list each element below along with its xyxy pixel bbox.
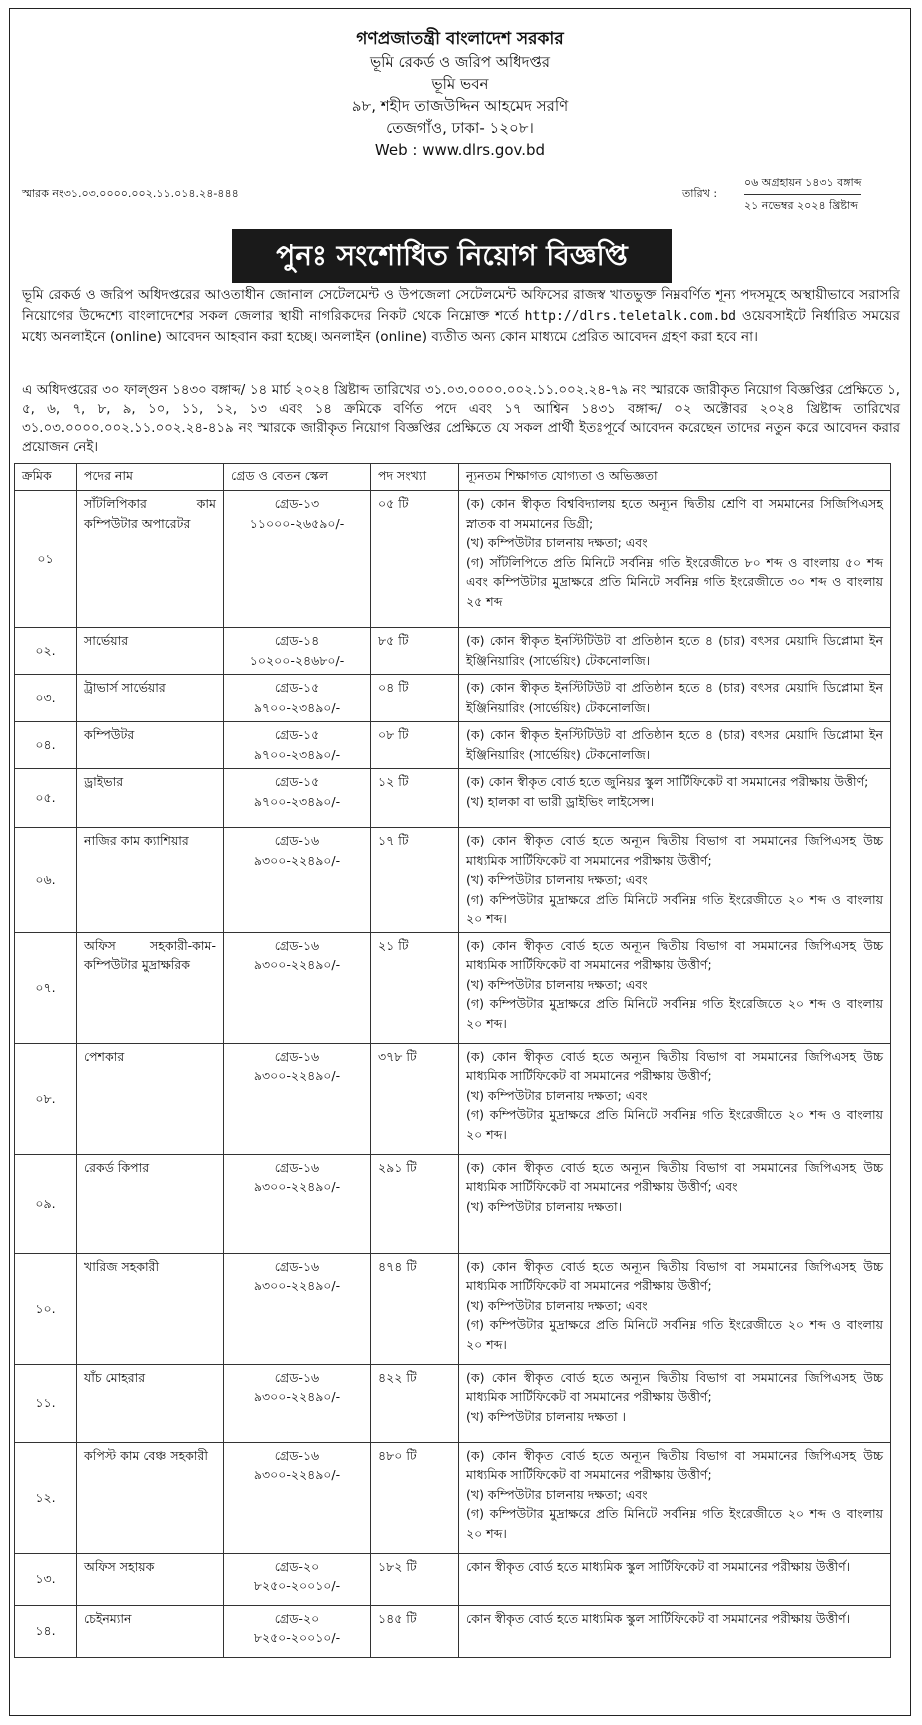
- date-bangla: ০৬ অগ্রহায়ন ১৪৩১ বঙ্গাব্দ: [744, 173, 861, 195]
- table-row: [15, 1364, 891, 1442]
- date-label: তারিখ :: [682, 187, 718, 200]
- post-count-cell: ৩৭৮ টি: [371, 1043, 459, 1154]
- qualification-item: (গ) কম্পিউটার মুদ্রাক্ষরে প্রতি মিনিটে সর্বনিম্ন গতি ইংরেজীতে ২০ শব্দ ও বাংলায় ২০ শব্দ।: [466, 891, 883, 926]
- qualification-cell: [459, 1553, 891, 1605]
- post-name-cell: সার্ভেয়ার: [77, 628, 224, 675]
- table-body: [15, 491, 891, 1658]
- grade-label: গ্রেড-১৬: [274, 1159, 320, 1175]
- post-count-cell: ১৪৫ টি: [371, 1605, 459, 1657]
- grade-cell: [224, 1364, 371, 1442]
- pay-scale: ৯৩০০-২২৪৯০/-: [253, 1389, 341, 1404]
- post-count-cell: ০৮ টি: [371, 722, 459, 769]
- grade-label: গ্রেড-১৬: [274, 1369, 320, 1385]
- qualification-cell: [459, 1043, 891, 1154]
- post-name-cell: ট্রাভার্স সার্ভেয়ার: [77, 675, 224, 722]
- post-name-cell: রেকর্ড কিপার: [77, 1154, 224, 1253]
- serial-cell: ০৭.: [15, 932, 77, 1043]
- qualification-item: (ক) কোন স্বীকৃত ইনস্টিটিউট বা প্রতিষ্ঠান হতে ৪ (চার) বৎসর মেয়াদি ডিপ্লোমা ইন ইঞ্জিনিয়ারিং (সার্ভেয়িং) টেকনোলজি।: [466, 680, 883, 715]
- grade-cell: [224, 491, 371, 628]
- post-count-cell: ১২ টি: [371, 769, 459, 828]
- post-count-cell: ১৭ টি: [371, 828, 459, 933]
- header-qualification: ন্যূনতম শিক্ষাগত যোগ্যতা ও অভিজ্ঞতা: [459, 464, 891, 491]
- post-count-cell: ০৫ টি: [371, 491, 459, 628]
- table-header-row: [15, 464, 891, 491]
- grade-label: গ্রেড-১৬: [274, 1258, 320, 1274]
- qualification-item: (খ) কম্পিউটার চালনায় দক্ষতা; এবং: [466, 976, 648, 992]
- table-row: [15, 1154, 891, 1253]
- notice-title: পুনঃ সংশোধিত নিয়োগ বিজ্ঞপ্তি: [232, 229, 672, 283]
- table-row: [15, 769, 891, 828]
- qualification-cell: [459, 1364, 891, 1442]
- grade-cell: [224, 722, 371, 769]
- qualification-item: (খ) কম্পিউটার চালনায় দক্ষতা ।: [466, 1408, 627, 1424]
- table-row: [15, 628, 891, 675]
- department-name: ভূমি রেকর্ড ও জরিপ অধিদপ্তর: [369, 53, 551, 71]
- building-name: ভূমি ভবন: [431, 75, 489, 93]
- qualification-item: (গ) কম্পিউটার মুদ্রাক্ষরে প্রতি মিনিটে সর্বনিম্ন গতি ইংরেজীতে ২০ শব্দ ও বাংলায় ২০ শব্দ।: [466, 1317, 883, 1352]
- qualification-item: (খ) কম্পিউটার চালনায় দক্ষতা; এবং: [466, 872, 648, 887]
- qualification-cell: [459, 1605, 891, 1657]
- memo-number: স্মারক নং৩১.০৩.০০০০.০০২.১১.০১৪.২৪-৪৪৪: [22, 187, 239, 200]
- grade-cell: [224, 1043, 371, 1154]
- qualification-cell: [459, 675, 891, 722]
- qualification-cell: [459, 1154, 891, 1253]
- qualification-item: কোন স্বীকৃত বোর্ড হতে মাধ্যমিক স্কুল সার্টিফিকেট বা সমমানের পরীক্ষায় উত্তীর্ণ।: [466, 1610, 851, 1626]
- qualification-cell: [459, 628, 891, 675]
- pay-scale: ৯৭০০-২৩৪৯০/-: [253, 793, 341, 809]
- grade-label: গ্রেড-১৫: [274, 680, 320, 695]
- qualification-item: (খ) হালকা বা ভারী ড্রাইভিং লাইসেন্স।: [466, 793, 655, 809]
- pay-scale: ১০২০০-২৪৬৮০/-: [249, 652, 345, 668]
- intro-paragraph: [22, 285, 900, 348]
- qualification-cell: [459, 1253, 891, 1364]
- serial-cell: ০৪.: [15, 722, 77, 769]
- qualification-item: (ক) কোন স্বীকৃত বোর্ড হতে অন্যূন দ্বিতীয় বিভাগ বা সমমানের জিপিএসহ উচ্চ মাধ্যমিক সার্টিফিকেট বা সমমানের পরীক্ষায় উত্তীর্ণ;: [466, 833, 883, 868]
- post-name-cell: কম্পিউটর: [77, 722, 224, 769]
- post-count-cell: ৪৭৪ টি: [371, 1253, 459, 1364]
- application-link[interactable]: http://dlrs.teletalk.com.bd: [524, 308, 736, 324]
- grade-cell: [224, 1442, 371, 1553]
- qualification-item: (ক) কোন স্বীকৃত ইনস্টিটিউট বা প্রতিষ্ঠান হতে ৪ (চার) বৎসর মেয়াদি ডিপ্লোমা ইন ইঞ্জিনিয়ারিং (সার্ভেয়িং) টেকনোলজি।: [466, 633, 883, 668]
- qualification-item: (গ) কম্পিউটার মুদ্রাক্ষরে প্রতি মিনিটে সর্বনিম্ন গতি ইংরেজীতে ২০ শব্দ ও বাংলায় ২০ শব্দ।: [466, 1107, 883, 1142]
- grade-cell: [224, 1253, 371, 1364]
- city-address: তেজগাঁও, ঢাকা- ১২০৮।: [386, 119, 534, 137]
- header-grade: গ্রেড ও বেতন স্কেল: [224, 464, 371, 491]
- serial-cell: ০৮.: [15, 1043, 77, 1154]
- pay-scale: ৯৩০০-২২৪৯০/-: [253, 1179, 341, 1194]
- serial-cell: ০৯.: [15, 1154, 77, 1253]
- header-count: পদ সংখ্যা: [371, 464, 459, 491]
- pay-scale: ৯৩০০-২২৪৯০/-: [253, 852, 341, 868]
- table-row: [15, 1442, 891, 1553]
- grade-cell: [224, 1154, 371, 1253]
- pay-scale: ৯৩০০-২২৪৯০/-: [253, 1467, 341, 1482]
- post-name-cell: সাঁটলিপিকার কাম কম্পিউটার অপারেটর: [77, 491, 224, 628]
- qualification-item: (গ) কম্পিউটার মুদ্রাক্ষরে প্রতি মিনিটে সর্বনিম্ন গতি ইংরেজিতে ২০ শব্দ ও বাংলায় ২০ শব্দ।: [466, 996, 883, 1031]
- qualification-item: (খ) কম্পিউটার চালনায় দক্ষতা; এবং: [466, 535, 648, 550]
- qualification-item: (খ) কম্পিউটার চালনায় দক্ষতা।: [466, 1198, 623, 1214]
- qualification-item: (ক) কোন স্বীকৃত বোর্ড হতে অন্যূন দ্বিতীয় বিভাগ বা সমমানের জিপিএসহ উচ্চ মাধ্যমিক সার্টিফিকেট বা সমমানের পরীক্ষায় উত্তীর্ণ;: [466, 1048, 883, 1083]
- grade-cell: [224, 1553, 371, 1605]
- qualification-item: (ক) কোন স্বীকৃত বোর্ড হতে অন্যূন দ্বিতীয় বিভাগ বা সমমানের জিপিএসহ উচ্চ মাধ্যমিক সার্টিফিকেট বা সমমানের পরীক্ষায় উত্তীর্ণ;: [466, 1447, 883, 1482]
- grade-cell: [224, 932, 371, 1043]
- post-count-cell: ৪৮০ টি: [371, 1442, 459, 1553]
- website: Web : www.dlrs.gov.bd: [374, 141, 546, 159]
- qualification-cell: [459, 1442, 891, 1553]
- serial-cell: ১৩.: [15, 1553, 77, 1605]
- post-name-cell: অফিস সহকারী-কাম- কম্পিউটার মুদ্রাক্ষরিক: [77, 932, 224, 1043]
- serial-cell: ১৪.: [15, 1605, 77, 1657]
- qualification-item: (খ) কম্পিউটার চালনায় দক্ষতা; এবং: [466, 1486, 648, 1502]
- post-count-cell: ১৮২ টি: [371, 1553, 459, 1605]
- table-row: [15, 491, 891, 628]
- serial-cell: ০২.: [15, 628, 77, 675]
- pay-scale: ৯৩০০-২২৪৯০/-: [253, 1068, 341, 1083]
- serial-cell: ১১.: [15, 1364, 77, 1442]
- qualification-item: (ক) কোন স্বীকৃত বোর্ড হতে অন্যূন দ্বিতীয় বিভাগ বা সমমানের জিপিএসহ উচ্চ মাধ্যমিক সার্টিফিকেট বা সমমানের পরীক্ষায় উত্তীর্ণ; এবং: [466, 1159, 883, 1194]
- table-row: [15, 722, 891, 769]
- qualification-item: (ক) কোন স্বীকৃত বোর্ড হতে জুনিয়র স্কুল সার্টিফিকেট বা সমমানের পরীক্ষায় উত্তীর্ণ;: [466, 774, 869, 789]
- post-count-cell: ২৯১ টি: [371, 1154, 459, 1253]
- qualification-cell: [459, 491, 891, 628]
- office-header: [10, 27, 910, 161]
- intro-text: ভূমি রেকর্ড ও জরিপ অধিদপ্তরের আওতাধীন জোনাল সেটেলমেন্ট ও উপজেলা সেটেলমেন্ট অফিসের রাজস্ব খাতভুক্ত নিম্নবর্ণিত শূন্য পদসমূহে অস্থায়ীভাবে সরাসরি নিয়োগের উদ্দেশ্যে বাংলাদেশের সকল জেলার স্থায়ী নাগরিকদের নিকট থেকে নিম্নোক্ত শর্তে: [22, 287, 900, 324]
- table-row: [15, 932, 891, 1043]
- post-count-cell: ০৪ টি: [371, 675, 459, 722]
- post-name-cell: নাজির কাম ক্যাশিয়ার: [77, 828, 224, 933]
- post-name-cell: চেইনম্যান: [77, 1605, 224, 1657]
- grade-label: গ্রেড-১৫: [274, 774, 320, 789]
- post-name-cell: পেশকার: [77, 1043, 224, 1154]
- qualification-item: (খ) কম্পিউটার চালনায় দক্ষতা; এবং: [466, 1087, 648, 1103]
- grade-label: গ্রেড-২০: [274, 1610, 320, 1626]
- pay-scale: ৮২৫০-২০০১০/-: [253, 1578, 341, 1593]
- pay-scale: ৮২৫০-২০০১০/-: [253, 1630, 341, 1645]
- street-address: ৯৮, শহীদ তাজউদ্দিন আহমেদ সরণি: [351, 97, 569, 115]
- table-row: [15, 1553, 891, 1605]
- serial-cell: ১০.: [15, 1253, 77, 1364]
- post-count-cell: ৪২২ টি: [371, 1364, 459, 1442]
- qualification-item: (ক) কোন স্বীকৃত বিশ্ববিদ্যালয় হতে অন্যূন দ্বিতীয় শ্রেণি বা সমমানের সিজিপিএসহ স্নাতক বা সমমানের ডিগ্রী;: [466, 496, 883, 531]
- qualification-cell: [459, 769, 891, 828]
- grade-label: গ্রেড-১৬: [274, 937, 320, 953]
- grade-cell: [224, 769, 371, 828]
- grade-cell: [224, 675, 371, 722]
- post-count-cell: ২১ টি: [371, 932, 459, 1043]
- qualification-item: (খ) কম্পিউটার চালনায় দক্ষতা; এবং: [466, 1297, 648, 1313]
- serial-cell: ০৫.: [15, 769, 77, 828]
- reference-paragraph: এ অধিদপ্তরের ৩০ ফাল্গুন ১৪৩০ বঙ্গাব্দ/ ১৪ মার্চ ২০২৪ খ্রিষ্টাব্দ তারিখের ৩১.০৩.০০০০.০০২.১১.০০২.২৪-৭৯ নং স্মারকে জারীকৃত নিয়োগ বিজ্ঞপ্তির প্রেক্ষিতে ১, ৫, ৬, ৭, ৮, ৯, ১০, ১১, ১২, ১৩ এবং ১৪ ক্রমিকে বর্ণিত পদে এবং ১৭ আশ্বিন ১৪৩১ বঙ্গাব্দ/ ০২ অক্টোবর ২০২৪ খ্রিষ্টাব্দ তারিখের ৩১.০৩.০০০০.০০২.১১.০০২.২৪-৪১৯ নং স্মারকে জারীকৃত নিয়োগ বিজ্ঞপ্তির প্রেক্ষিতে যে সকল প্রার্থী ইতঃপূর্বে আবেদন করেছেন তাদের নতুন করে আবেদন করার প্রয়োজন নেই।: [22, 383, 900, 455]
- grade-cell: [224, 828, 371, 933]
- pay-scale: ৯৩০০-২২৪৯০/-: [253, 957, 341, 972]
- pay-scale: ৯৩০০-২২৪৯০/-: [253, 1278, 341, 1293]
- grade-label: গ্রেড-১৬: [274, 1447, 320, 1463]
- pay-scale: ১১০০০-২৬৫৯০/-: [249, 515, 345, 531]
- serial-cell: ০৩.: [15, 675, 77, 722]
- table-row: [15, 1253, 891, 1364]
- qualification-item: (ক) কোন স্বীকৃত বোর্ড হতে অন্যূন দ্বিতীয় বিভাগ বা সমমানের জিপিএসহ উচ্চ মাধ্যমিক সার্টিফিকেট বা সমমানের পরীক্ষায় উত্তীর্ণ;: [466, 1369, 883, 1404]
- pay-scale: ৯৭০০-২৩৪৯০/-: [253, 699, 341, 715]
- post-name-cell: অফিস সহায়ক: [77, 1553, 224, 1605]
- post-name-cell: ড্রাইভার: [77, 769, 224, 828]
- qualification-item: (ক) কোন স্বীকৃত ইনস্টিটিউট বা প্রতিষ্ঠান হতে ৪ (চার) বৎসর মেয়াদি ডিপ্লোমা ইন ইঞ্জিনিয়ারিং (সার্ভেয়িং) টেকনোলজি।: [466, 727, 883, 762]
- qualification-cell: [459, 722, 891, 769]
- qualification-item: (ক) কোন স্বীকৃত বোর্ড হতে অন্যূন দ্বিতীয় বিভাগ বা সমমানের জিপিএসহ উচ্চ মাধ্যমিক সার্টিফিকেট বা সমমানের পরীক্ষায় উত্তীর্ণ;: [466, 937, 883, 972]
- grade-cell: [224, 628, 371, 675]
- header-serial: ক্রমিক: [15, 464, 77, 491]
- government-name: গণপ্রজাতন্ত্রী বাংলাদেশ সরকার: [356, 29, 564, 49]
- table-row: [15, 828, 891, 933]
- vacancy-table: [14, 463, 891, 1658]
- grade-label: গ্রেড-১৩: [274, 496, 320, 511]
- table-row: [15, 1605, 891, 1657]
- serial-cell: ০১: [15, 491, 77, 628]
- post-name-cell: যাঁচ মোহরার: [77, 1364, 224, 1442]
- pay-scale: ৯৭০০-২৩৪৯০/-: [253, 746, 341, 762]
- post-name-cell: খারিজ সহকারী: [77, 1253, 224, 1364]
- grade-label: গ্রেড-১৫: [274, 727, 320, 742]
- date-english: ২১ নভেম্বর ২০২৪ খ্রিষ্টাব্দ: [744, 199, 858, 212]
- qualification-item: (গ) কম্পিউটার মুদ্রাক্ষরে প্রতি মিনিটে সর্বনিম্ন গতি ইংরেজীতে ২০ শব্দ ও বাংলায় ২০ শব্দ।: [466, 1506, 883, 1541]
- post-name-cell: কপিস্ট কাম বেঞ্চ সহকারী: [77, 1442, 224, 1553]
- intro-text-tail: ওয়েবসাইটে নির্ধারিত সময়ের মধ্যে অনলাইনে (online) আবেদন আহবান করা হচ্ছে। অনলাইন (online) ব্যতীত অন্য কোন মাধ্যমে প্রেরিত আবেদন গ্রহণ করা হবে না।: [22, 307, 900, 345]
- qualification-item: (ক) কোন স্বীকৃত বোর্ড হতে অন্যূন দ্বিতীয় বিভাগ বা সমমানের জিপিএসহ উচ্চ মাধ্যমিক সার্টিফিকেট বা সমমানের পরীক্ষায় উত্তীর্ণ;: [466, 1258, 883, 1293]
- grade-label: গ্রেড-১৬: [274, 833, 320, 848]
- qualification-cell: [459, 932, 891, 1043]
- serial-cell: ০৬.: [15, 828, 77, 933]
- serial-cell: ১২.: [15, 1442, 77, 1553]
- qualification-item: (গ) সাঁটলিপিতে প্রতি মিনিটে সর্বনিম্ন গতি ইংরেজীতে ৮০ শব্দ ও বাংলায় ৫০ শব্দ এবং কম্পিউটার মুদ্রাক্ষরে প্রতি মিনিটে সর্বনিম্ন গতি ইংরেজীতে ৩০ শব্দ ও বাংলায় ২৫ শব্দ: [466, 554, 883, 609]
- header-post: পদের নাম: [77, 464, 224, 491]
- grade-cell: [224, 1605, 371, 1657]
- qualification-cell: [459, 828, 891, 933]
- grade-label: গ্রেড-১৪: [274, 633, 320, 648]
- table-row: [15, 1043, 891, 1154]
- table-row: [15, 675, 891, 722]
- qualification-item: কোন স্বীকৃত বোর্ড হতে মাধ্যমিক স্কুল সার্টিফিকেট বা সমমানের পরীক্ষায় উত্তীর্ণ।: [466, 1558, 851, 1574]
- post-count-cell: ৮৫ টি: [371, 628, 459, 675]
- grade-label: গ্রেড-২০: [274, 1558, 320, 1574]
- grade-label: গ্রেড-১৬: [274, 1048, 320, 1064]
